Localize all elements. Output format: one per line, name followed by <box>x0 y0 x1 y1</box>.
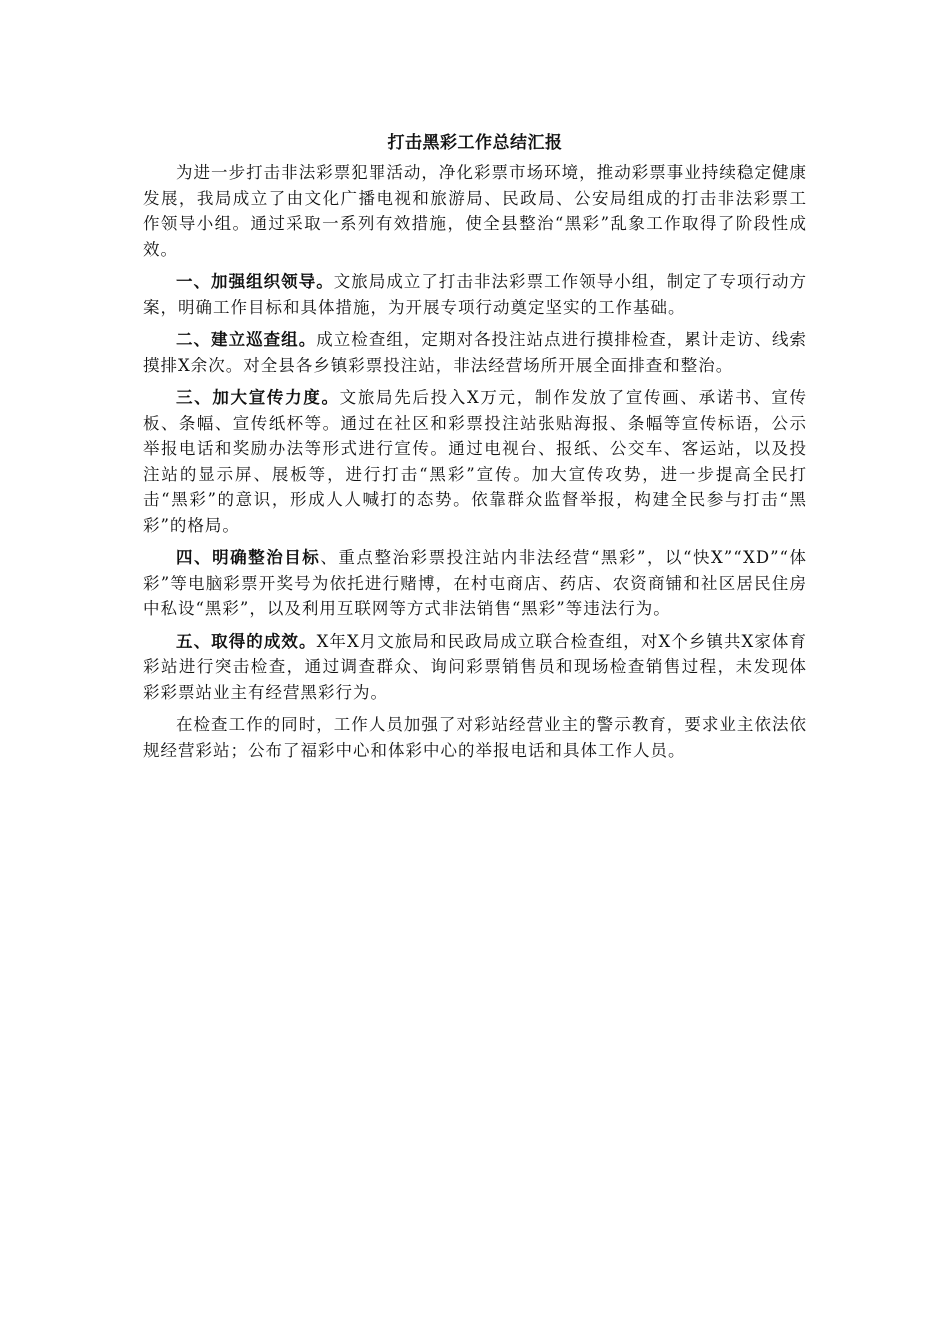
section-paragraph-5 <box>143 629 807 706</box>
section-heading-1: 一、加强组织领导。 <box>176 272 334 291</box>
section-body-4: 、重点整治彩票投注站内非法经营“黑彩”，以“快X”“XD”“体彩”等电脑彩票开奖号为依托进行赌博，在村屯商店、药店、农资商铺和社区居民住房中私设“黑彩”，以及利用互联网等方式非法销售“黑彩”等违法行为。 <box>143 548 808 618</box>
section-heading-4: 四、明确整治目标 <box>176 548 321 567</box>
intro-paragraph: 为进一步打击非法彩票犯罪活动，净化彩票市场环境，推动彩票事业持续稳定健康发展，我局成立了由文化广播电视和旅游局、民政局、公安局组成的打击非法彩票工作领导小组。通过采取一系列有效措施，使全县整治“黑彩”乱象工作取得了阶段性成效。 <box>143 163 807 259</box>
section-body-1: 文旅局成立了打击非法彩票工作领导小组，制定了专项行动方案，明确工作目标和具体措施，为开展专项行动奠定坚实的工作基础。 <box>143 272 808 317</box>
section-paragraph-2 <box>143 327 807 378</box>
section-paragraph-1 <box>143 269 807 320</box>
section-body-3: 文旅局先后投入X万元，制作发放了宣传画、承诺书、宣传板、条幅、宣传纸杯等。通过在社区和彩票投注站张贴海报、条幅等宣传标语，公示举报电话和奖励办法等形式进行宣传。通过电视台、报纸、公交车、客运站，以及投注站的显示屏、展板等，进行打击“黑彩”宣传。加大宣传攻势，进一步提高全民打击“黑彩”的意识，形成人人喊打的态势。依靠群众监督举报，构建全民参与打击“黑彩”的格局。 <box>143 388 807 535</box>
document-page <box>143 128 807 770</box>
section-heading-5: 五、取得的成效。 <box>176 631 317 651</box>
section-body-2: 成立检查组，定期对各投注站点进行摸排检查，累计走访、线索摸排X余次。对全县各乡镇彩票投注站，非法经营场所开展全面排查和整治。 <box>143 330 808 375</box>
document-title: 打击黑彩工作总结汇报 <box>387 133 563 153</box>
section-heading-2: 二、建立巡查组。 <box>176 330 317 349</box>
section-body-5: X年X月文旅局和民政局成立联合检查组，对X个乡镇共X家体育彩站进行突击检查，通过调查群众、询问彩票销售员和现场检查销售过程，未发现体彩彩票站业主有经营黑彩行为。 <box>143 631 807 702</box>
section-heading-3: 三、加大宣传力度。 <box>176 388 340 407</box>
closing-paragraph: 在检查工作的同时，工作人员加强了对彩站经营业主的警示教育，要求业主依法依规经营彩站；公布了福彩中心和体彩中心的举报电话和具体工作人员。 <box>143 715 807 760</box>
section-paragraph-3 <box>143 385 807 538</box>
section-paragraph-4 <box>143 545 807 622</box>
